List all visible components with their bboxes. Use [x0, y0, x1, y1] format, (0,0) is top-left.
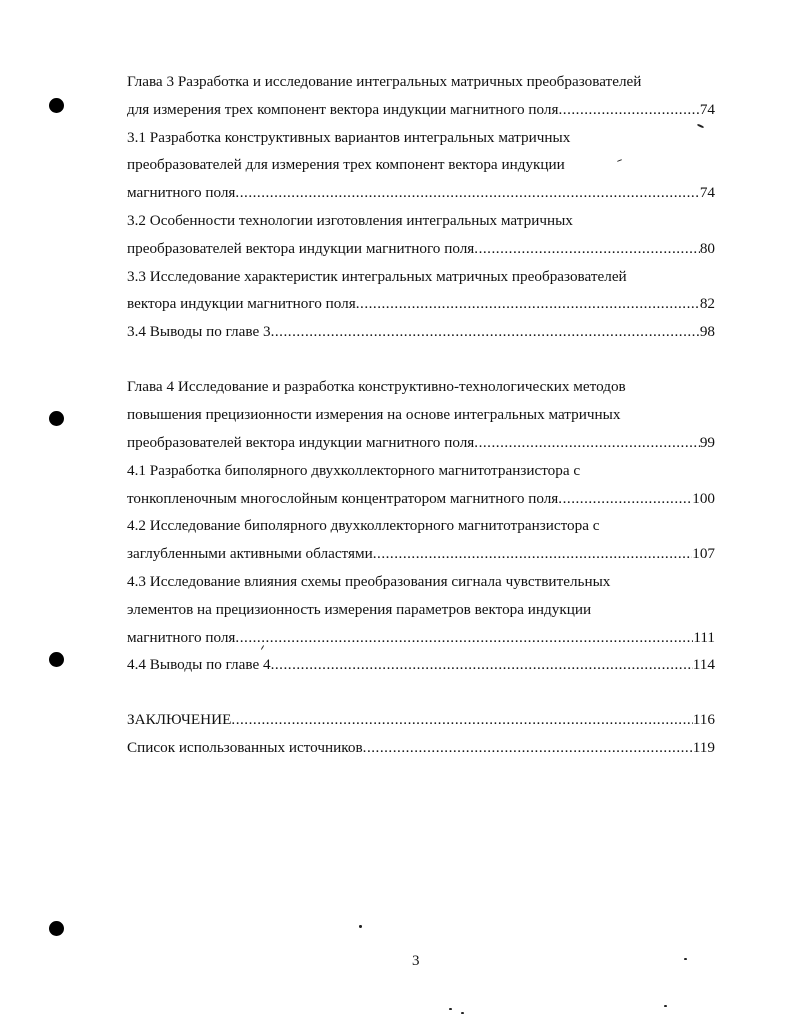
dot-leader: [356, 290, 700, 318]
chapter-4-title-entry[interactable]: преобразователей вектора индукции магнитного поля ..... 99: [127, 429, 715, 457]
punch-hole-3: [49, 652, 64, 667]
section-3-1-line: преобразователей для измерения трех компонент вектора индукции: [127, 156, 565, 174]
page-ref: 74: [699, 100, 715, 118]
page-ref: 82: [699, 295, 715, 313]
chapter-4-title-line: Глава 4 Исследование и разработка конструктивно-технологических методов: [127, 378, 626, 396]
table-of-contents: [127, 68, 715, 762]
section-4-4-entry[interactable]: 4.4 Выводы по главе 4 ..... 114: [127, 651, 715, 679]
page-ref: 100: [692, 489, 715, 507]
dot-leader: [271, 318, 700, 346]
section-3-4-entry[interactable]: 3.4 Выводы по главе 3 ..... 98: [127, 318, 715, 346]
section-3-1-line: 3.1 Разработка конструктивных вариантов интегральных матричных: [127, 128, 571, 146]
dot-leader: [474, 235, 700, 263]
dot-leader: [558, 485, 692, 513]
section-4-1-entry[interactable]: тонкопленочным многослойным концентратором магнитного поля ..... 100: [127, 485, 715, 513]
dot-leader: [373, 540, 692, 568]
scan-speck: [359, 925, 362, 928]
section-3-3-entry[interactable]: вектора индукции магнитного поля ..... 82: [127, 290, 715, 318]
punch-hole-1: [49, 98, 64, 113]
page-ref: 80: [699, 239, 715, 257]
page-ref: 111: [693, 628, 715, 646]
scan-speck: [449, 1008, 452, 1010]
page-number: 3: [412, 953, 420, 969]
scan-speck: [461, 1012, 464, 1014]
dot-leader: [474, 429, 700, 457]
section-4-3-line: 4.3 Исследование влияния схемы преобразования сигнала чувствительных: [127, 572, 611, 590]
page-ref: 119: [692, 739, 715, 757]
section-3-2-line: 3.2 Особенности технологии изготовления интегральных матричных: [127, 211, 573, 229]
page-ref: 74: [699, 184, 715, 202]
spacer: [127, 679, 715, 706]
section-4-2-line: 4.2 Исследование биполярного двухколлекторного магнитотранзистора с: [127, 517, 600, 535]
dot-leader: [235, 179, 699, 207]
page-ref: 107: [692, 545, 715, 563]
conclusion-entry[interactable]: ЗАКЛЮЧЕНИЕ ..... 116: [127, 706, 715, 734]
section-4-3-entry[interactable]: магнитного поля ..... 111: [127, 624, 715, 652]
section-4-2-entry[interactable]: заглубленными активными областями ..... 107: [127, 540, 715, 568]
section-3-1-entry[interactable]: магнитного поля ..... 74: [127, 179, 715, 207]
page-ref: 98: [699, 323, 715, 341]
chapter-3-title-line: Глава 3 Разработка и исследование интегральных матричных преобразователей: [127, 73, 642, 90]
section-3-3-line: 3.3 Исследование характеристик интегральных матричных преобразователей: [127, 267, 627, 285]
references-entry[interactable]: Список использованных источников ..... 119: [127, 734, 715, 762]
dot-leader: [231, 706, 692, 734]
dot-leader: [363, 734, 693, 762]
punch-hole-4: [49, 921, 64, 936]
scan-speck: [684, 958, 687, 960]
section-4-1-line: 4.1 Разработка биполярного двухколлекторного магнитотранзистора с: [127, 461, 581, 479]
chapter-4-title-line: повышения прецизионности измерения на основе интегральных матричных: [127, 406, 621, 424]
page-ref: 116: [692, 711, 715, 729]
page-ref: 99: [699, 433, 715, 451]
punch-hole-2: [49, 411, 64, 426]
page-ref: 114: [692, 656, 715, 674]
scan-speck: [664, 1005, 667, 1007]
dot-leader: [558, 96, 699, 124]
spacer: [127, 346, 715, 373]
dot-leader: [235, 624, 693, 652]
dot-leader: [271, 651, 693, 679]
chapter-3-title-entry[interactable]: для измерения трех компонент вектора индукции магнитного поля ..... 74: [127, 96, 715, 124]
section-3-2-entry[interactable]: преобразователей вектора индукции магнитного поля ..... 80: [127, 235, 715, 263]
section-4-3-line: элементов на прецизионность измерения параметров вектора индукции: [127, 600, 592, 618]
